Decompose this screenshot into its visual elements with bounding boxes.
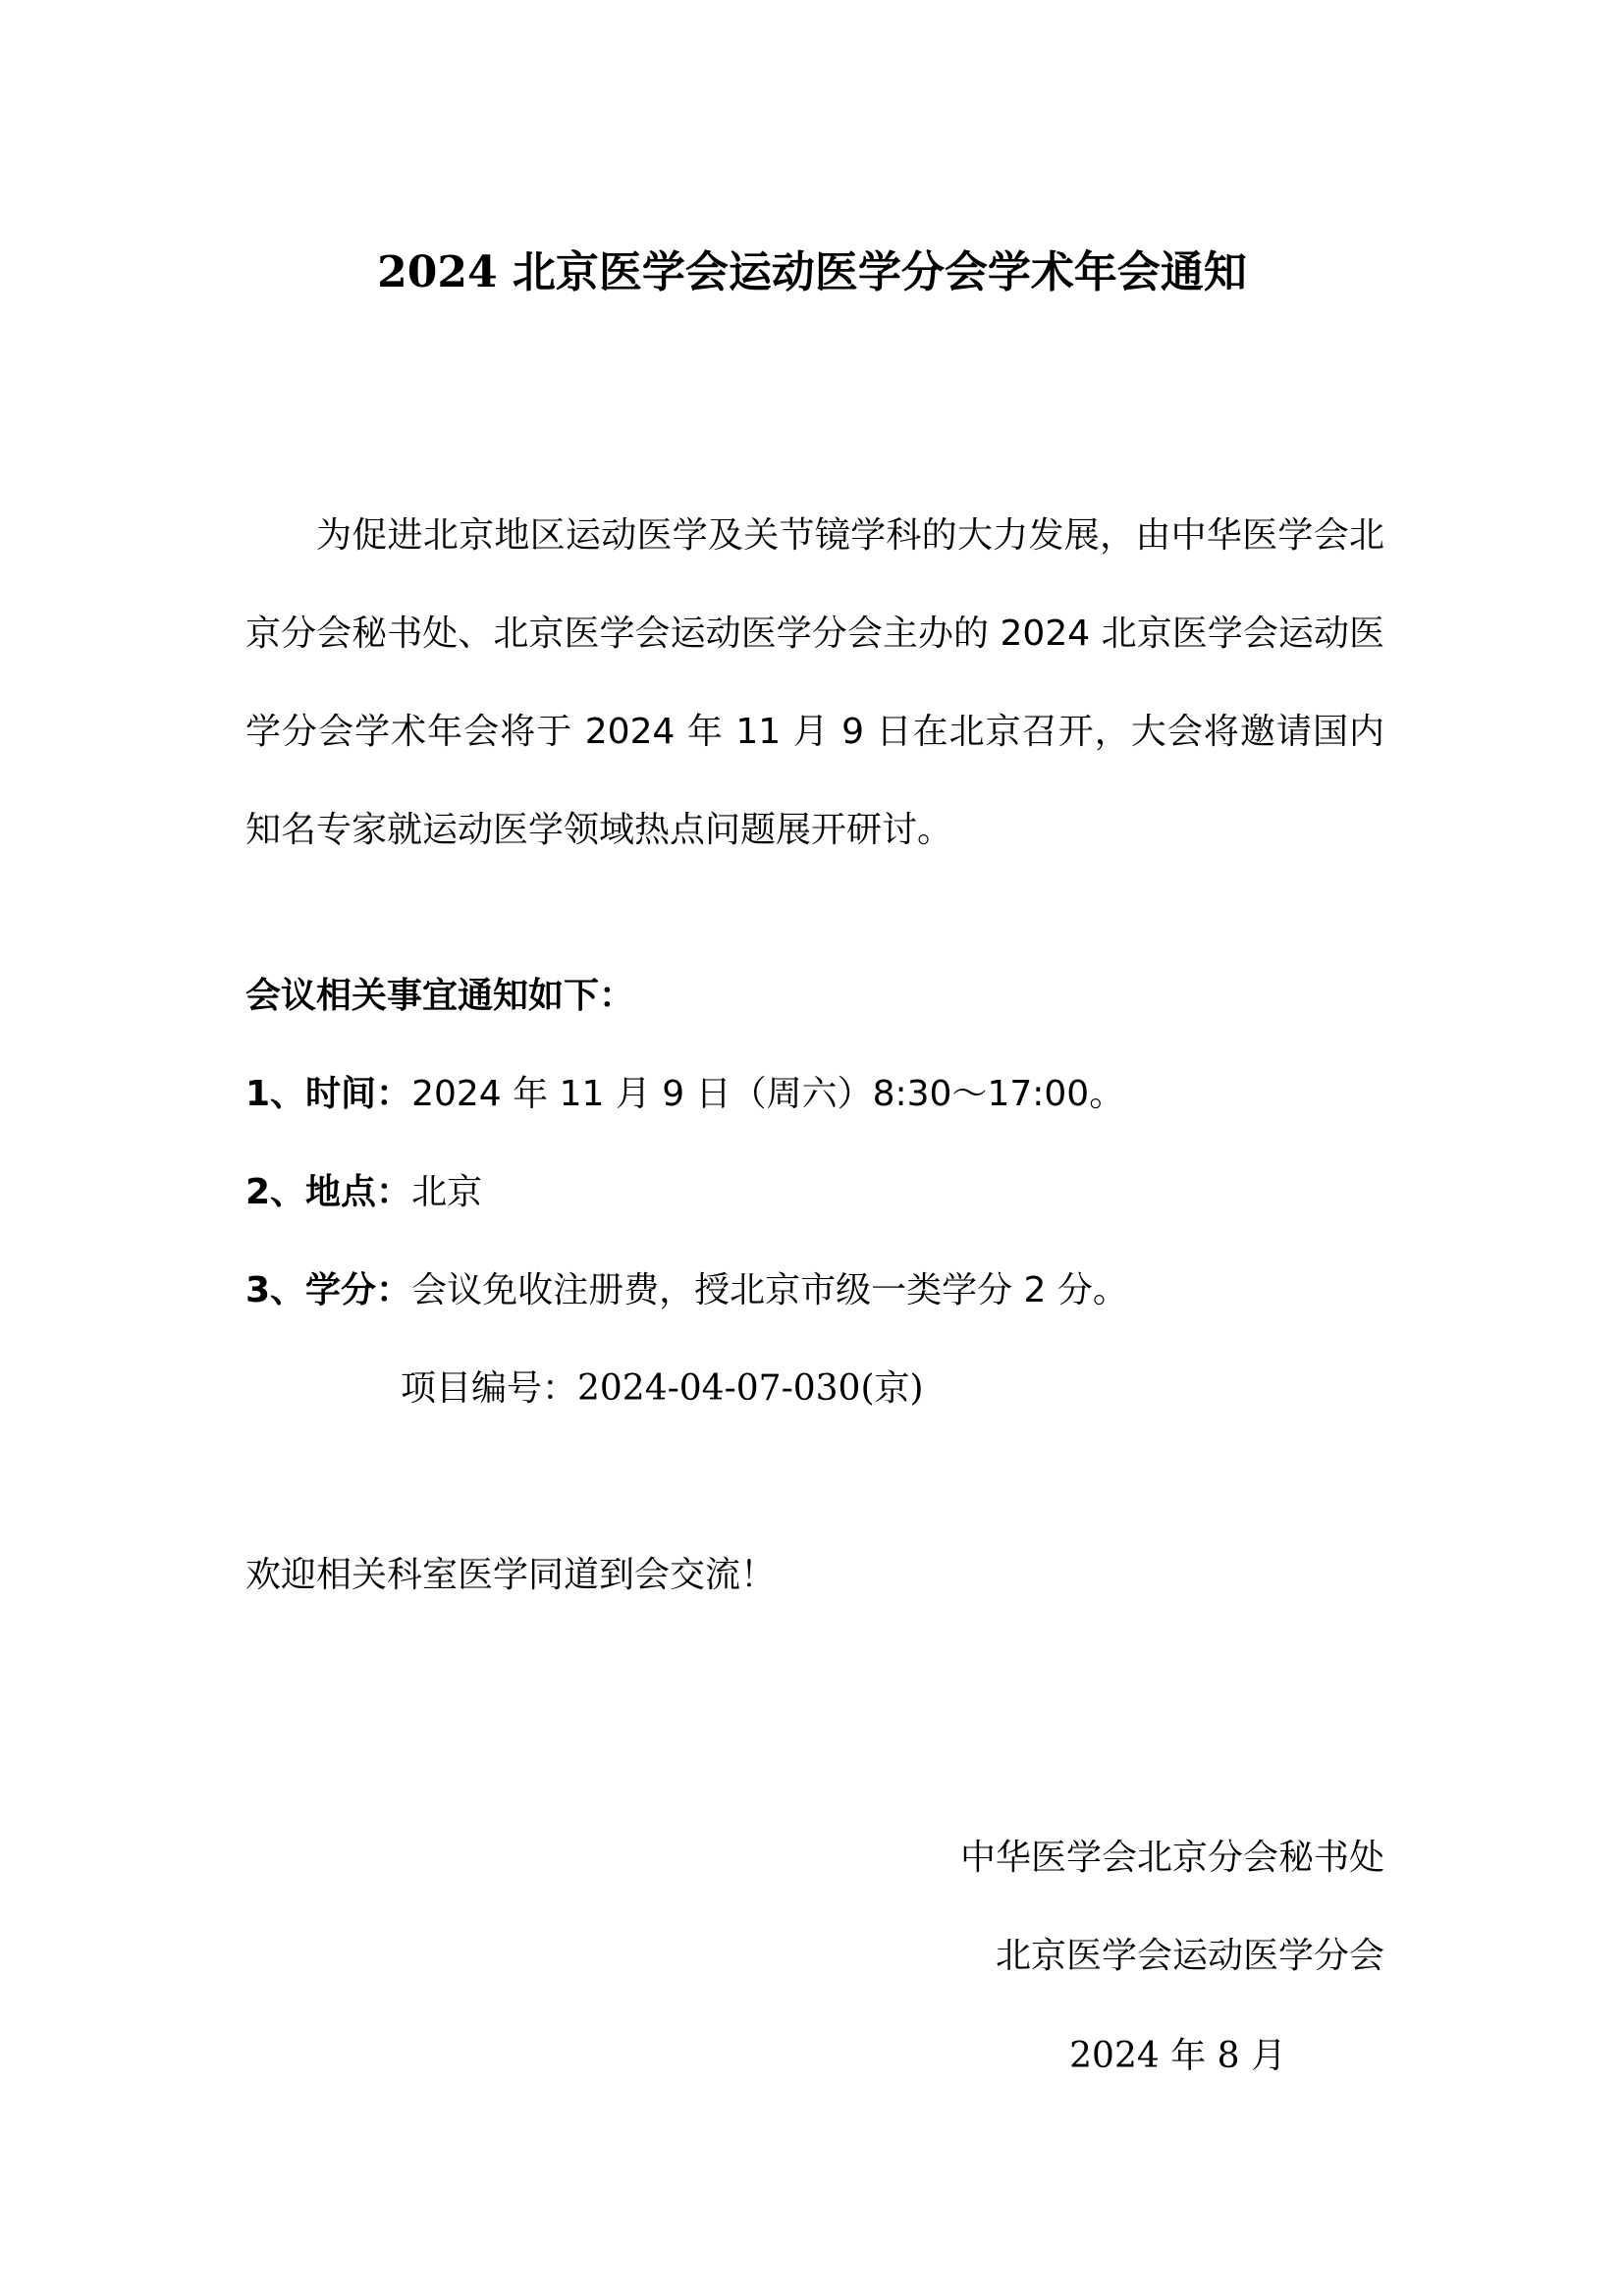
welcome-text: 欢迎相关科室医学同道到会交流！ [245,1555,777,1595]
item-location-label: 2、地点： [245,1172,412,1212]
item-time-label: 1、时间： [245,1074,412,1114]
item-time-value: 2024 年 11 月 9 日（周六）8:30～17:00。 [411,1074,1125,1114]
signature-org2: 北京医学会运动医学分会 [995,1936,1384,1976]
signature-org1: 中华医学会北京分会秘书处 [959,1838,1384,1878]
signature-date: 2024 年 8 月 [1069,2036,1286,2076]
intro-paragraph: 为促进北京地区运动医学及关节镜学科的大力发展，由中华医学会北京分会秘书处、北京医学会运动医学分会主办的 2024 北京医学会运动医学分会学术年会将于 2024 年 11 月 9 日在北京召开，大会将邀请国内知名专家就运动医学领域热点问题展开研讨。 [245,515,1384,850]
item-time [245,1070,1124,1119]
item-credit [245,1266,1128,1315]
item-credit-label: 3、学分： [245,1270,412,1310]
item-location [245,1168,482,1217]
item-credit-value: 会议免收注册费，授北京市级一类学分 2 分。 [411,1270,1128,1310]
notice-heading: 会议相关事宜通知如下： [245,976,635,1016]
document-title: 2024 北京医学会运动医学分会学术年会通知 [377,247,1247,297]
project-number: 项目编号：2024-04-07-030(京) [401,1368,924,1409]
item-location-value: 北京 [411,1172,483,1212]
